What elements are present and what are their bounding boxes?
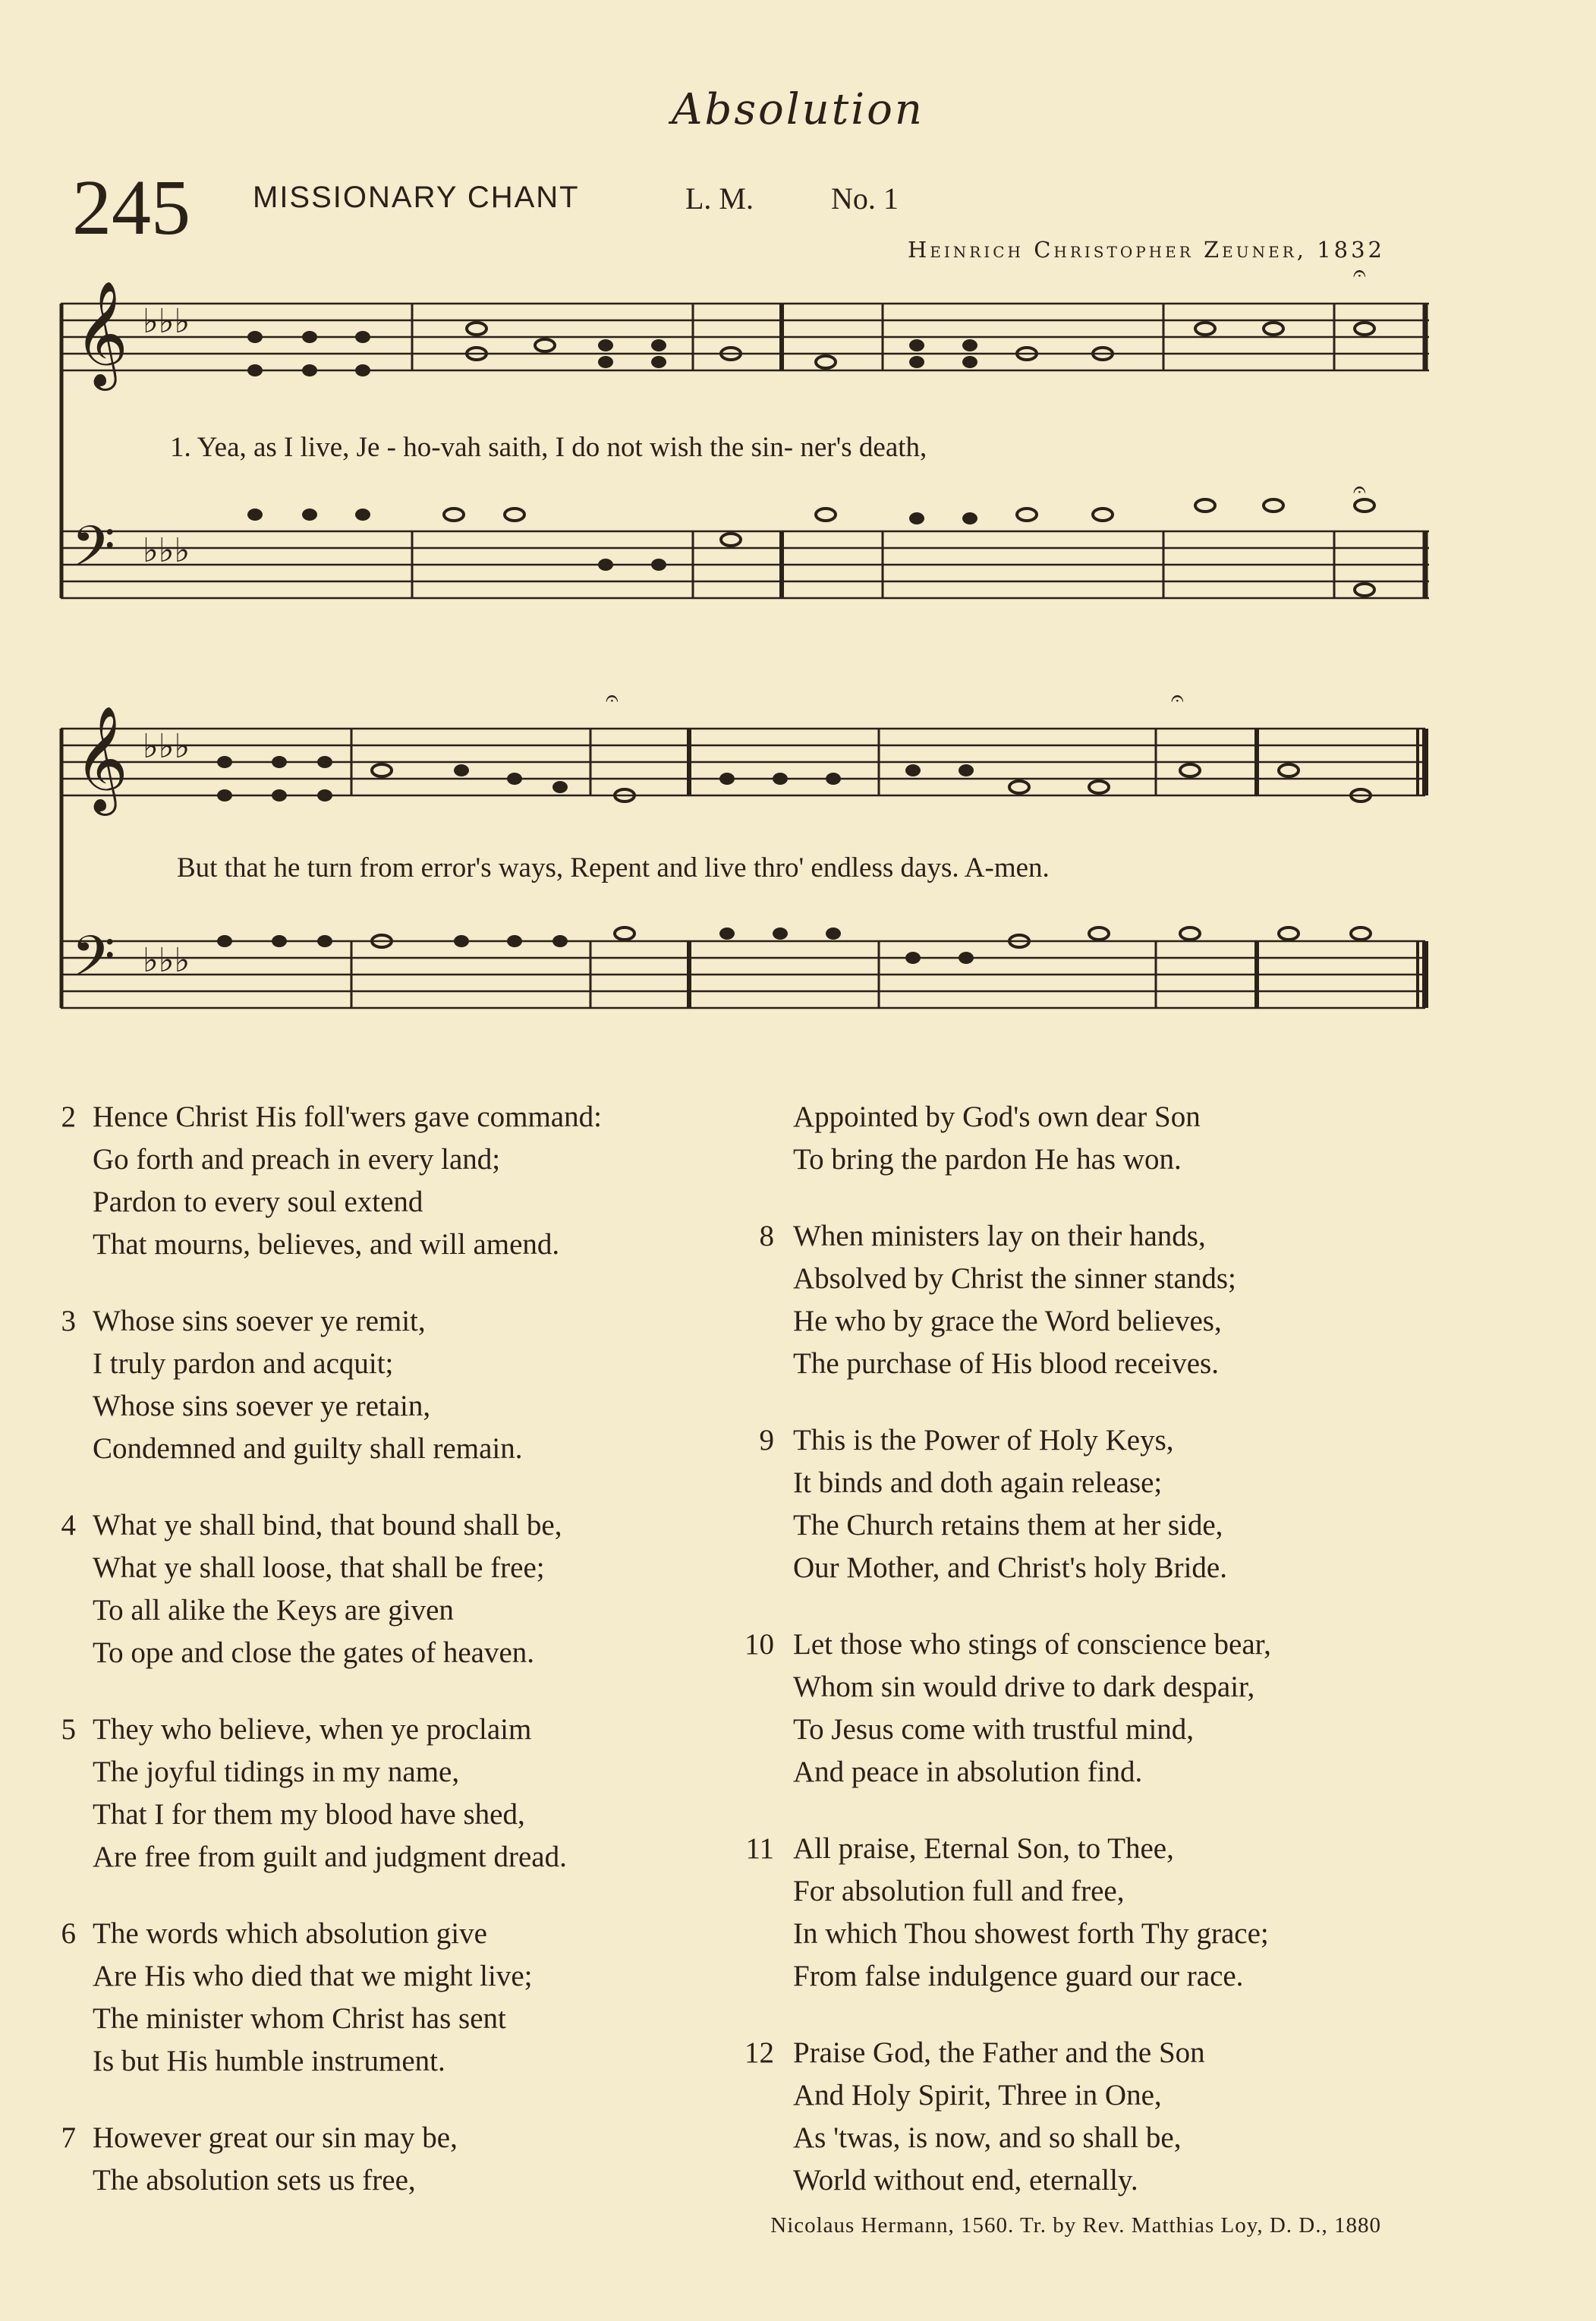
verse-line: They who believe, when ye proclaim (93, 1713, 532, 1746)
treble-clef: 𝄞 (74, 281, 128, 386)
fermata-2: 𝄐 (1353, 477, 1366, 503)
verse-line: Whose sins soever ye remit, (93, 1305, 426, 1337)
verse-line: It binds and doth again release; (793, 1466, 1163, 1499)
tune-name: MISSIONARY CHANT (253, 181, 580, 214)
verse-line: Pardon to every soul extend (93, 1186, 423, 1218)
verse-line: In which Thou showest forth Thy grace; (793, 1917, 1269, 1950)
meter: L. M. (685, 181, 754, 216)
verse-line: Praise God, the Father and the Son (793, 2036, 1205, 2069)
verse-line: To all alike the Keys are given (93, 1594, 454, 1627)
verse (61, 1300, 523, 1470)
treble-staff-lines (61, 304, 1429, 370)
verse (61, 2117, 458, 2202)
verse-line: Absolved by Christ the sinner stands; (793, 1262, 1236, 1295)
verse (793, 1096, 1201, 1181)
verse-line: The joyful tidings in my name, (93, 1756, 460, 1788)
verse (759, 1419, 1227, 1589)
verse (759, 1215, 1236, 1385)
lyrics-line-2: But that he turn from error's ways, Repent and live thro' endless days. A-men. (177, 852, 1050, 883)
bass-flat-signs-2: ♭♭♭ (143, 941, 190, 980)
verse-line: To Jesus come with trustful mind, (793, 1713, 1195, 1746)
verse-line: Is but His humble instrument. (93, 2045, 445, 2077)
verse-line: That I for them my blood have shed, (93, 1798, 525, 1831)
bass-staff-lines (61, 531, 1429, 598)
verse-line: Are free from guilt and judgment dread. (93, 1841, 567, 1873)
verse-line: What ye shall bind, that bound shall be, (93, 1509, 562, 1542)
verse-number: 5 (61, 1713, 76, 1746)
lyrics-line-1: 1. Yea, as I live, Je - ho-vah saith, I do not wish the sin- ner's death, (170, 432, 927, 463)
verse-line: To ope and close the gates of heaven. (93, 1636, 535, 1669)
verse-line: Appointed by God's own dear Son (793, 1101, 1201, 1133)
verse-number: 9 (759, 1424, 774, 1457)
flat-signs-2: ♭♭♭ (143, 727, 190, 766)
verse-line: This is the Power of Holy Keys, (793, 1424, 1174, 1457)
verse-number: 6 (61, 1917, 76, 1950)
fermata-3: 𝄐 (606, 685, 619, 712)
treble-clef-2: 𝄞 (74, 706, 128, 811)
flat-signs: ♭♭♭ (143, 302, 190, 341)
verse-line: Let those who stings of conscience bear, (793, 1628, 1271, 1661)
verse-line: I truly pardon and acquit; (93, 1347, 394, 1380)
bass-clef: 𝄢 (71, 514, 115, 594)
verse-line: When ministers lay on their hands, (793, 1220, 1206, 1252)
verse-line: The minister whom Christ has sent (93, 2002, 506, 2035)
verse-number: 7 (61, 2121, 76, 2154)
verse-line: What ye shall loose, that shall be free; (93, 1551, 545, 1584)
text-credit: Nicolaus Hermann, 1560. Tr. by Rev. Matthias Loy, D. D., 1880 (770, 2213, 1381, 2238)
verse-line: The absolution sets us free, (93, 2164, 416, 2197)
music-score-system-2 (59, 676, 1429, 1070)
verse-line: Condemned and guilty shall remain. (93, 1432, 523, 1465)
verse-line: To bring the pardon He has won. (793, 1143, 1182, 1176)
note-heads-bass (247, 509, 977, 571)
bass-flat-signs: ♭♭♭ (143, 531, 190, 570)
bass-clef-2: 𝄢 (71, 924, 115, 1003)
verse-line: Our Mother, and Christ's holy Bride. (793, 1551, 1227, 1584)
verse-line: World without end, eternally. (793, 2164, 1138, 2197)
verse-line: The purchase of His blood receives. (793, 1347, 1219, 1380)
verse-line: And peace in absolution find. (793, 1756, 1143, 1788)
fermata-4: 𝄐 (1171, 685, 1184, 712)
verse-line: As 'twas, is now, and so shall be, (793, 2121, 1182, 2154)
verse-line: From false indulgence guard our race. (793, 1960, 1244, 1992)
verse (744, 1623, 1271, 1794)
composer: Heinrich Christopher Zeuner, 1832 (907, 237, 1385, 263)
verse (61, 1913, 533, 2083)
music-score-system-1 (59, 258, 1429, 653)
verse-line: The words which absolution give (93, 1917, 487, 1950)
verse-line: Are His who died that we might live; (93, 1960, 533, 1992)
bass-staff-lines-2 (61, 941, 1425, 1008)
verse-line: Hence Christ His foll'wers gave command: (93, 1101, 602, 1133)
tune-number: No. 1 (831, 181, 899, 216)
verse-line: And Holy Spirit, Three in One, (793, 2079, 1162, 2112)
verse-number: 10 (744, 1628, 774, 1661)
verse-number: 2 (61, 1101, 76, 1133)
verse-line: The Church retains them at her side, (793, 1509, 1223, 1542)
verse-number: 4 (61, 1509, 76, 1542)
verse-number: 8 (759, 1220, 774, 1252)
verse (61, 1096, 602, 1266)
verse-line: He who by grace the Word believes, (793, 1305, 1222, 1337)
verse-number: 3 (61, 1305, 76, 1337)
fermata-1: 𝄐 (1353, 260, 1366, 287)
section-title: Absolution (672, 85, 924, 134)
verse (745, 1828, 1269, 1998)
verse-line: All praise, Eternal Son, to Thee, (793, 1832, 1174, 1865)
verse (61, 1504, 562, 1674)
verse-line: For absolution full and free, (793, 1875, 1125, 1907)
hymn-number: 245 (72, 164, 190, 251)
verse-line: That mourns, believes, and will amend. (93, 1228, 560, 1261)
verse-number: 11 (745, 1832, 774, 1865)
verse-line: Go forth and preach in every land; (93, 1143, 501, 1176)
verse-line: However great our sin may be, (93, 2121, 458, 2154)
verse (744, 2032, 1205, 2202)
verse-line: Whom sin would drive to dark despair, (793, 1671, 1255, 1703)
treble-staff-lines-2 (61, 729, 1425, 795)
verse-number: 12 (744, 2036, 774, 2069)
verse-line: Whose sins soever ye retain, (93, 1390, 431, 1422)
verse (61, 1708, 567, 1879)
